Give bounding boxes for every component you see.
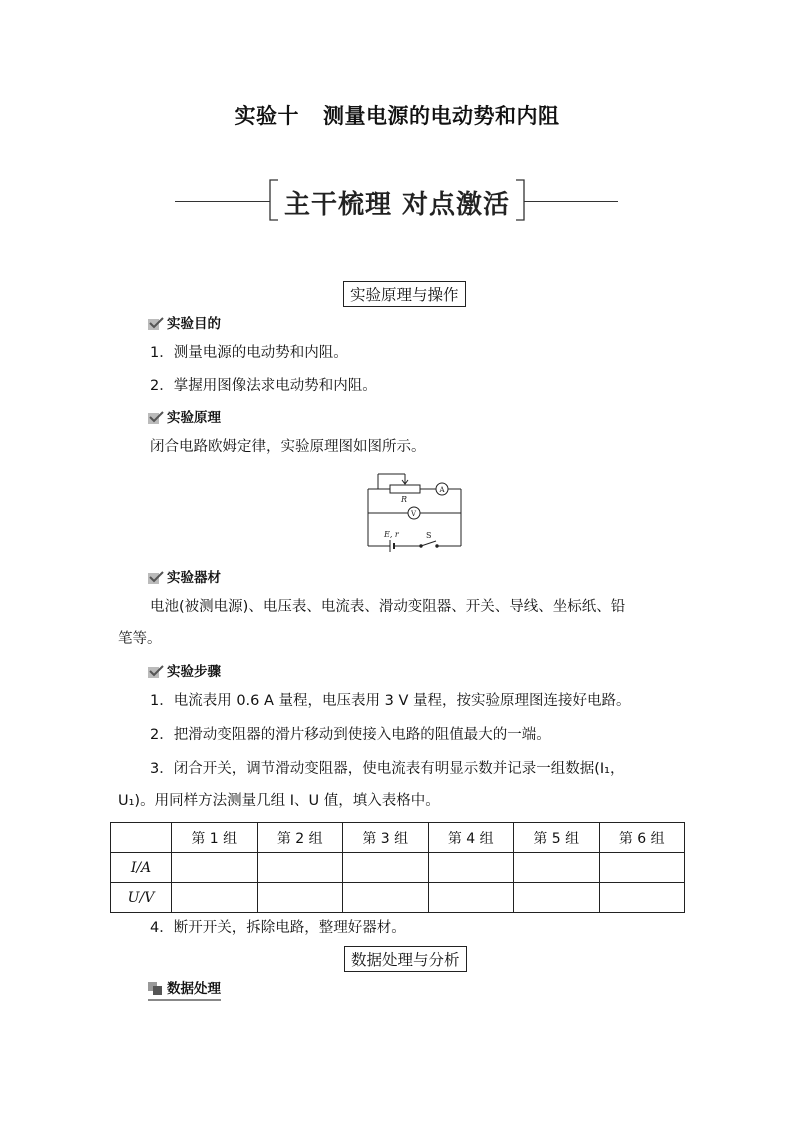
check-icon (148, 571, 164, 584)
circuit-label-v: V (411, 510, 417, 518)
table-row (111, 883, 685, 913)
circuit-label-a: A (439, 486, 445, 494)
check-icon (148, 317, 164, 330)
table-row-label: I/A (111, 853, 172, 883)
table-header-cell: 第 6 组 (599, 823, 685, 853)
circuit-label-s: S (426, 531, 432, 540)
purpose-item-1: 1．测量电源的电动势和内阻。 (150, 345, 348, 361)
subheading-equipment-label: 实验器材 (167, 570, 221, 586)
section-header-analysis: 数据处理与分析 (344, 946, 467, 972)
title-part2: 测量电源的电动势和内阻 (323, 104, 560, 128)
table-header-cell: 第 2 组 (257, 823, 343, 853)
table-row (111, 853, 685, 883)
circuit-diagram (360, 467, 470, 552)
purpose-item-2: 2．掌握用图像法求电动势和内阻。 (150, 378, 377, 394)
page-title (0, 100, 794, 130)
circuit-label-er: E, r (384, 530, 399, 539)
step-1: 1．电流表用 0.6 A 量程，电压表用 3 V 量程，按实验原理图连接好电路。 (150, 693, 631, 709)
circuit-label-r: R (401, 495, 408, 504)
subheading-purpose-label: 实验目的 (167, 316, 221, 332)
table-header-row (111, 823, 685, 853)
banner-left-line (175, 201, 270, 202)
table-header-cell: 第 3 组 (343, 823, 429, 853)
equipment-line-1: 电池(被测电源)、电压表、电流表、滑动变阻器、开关、导线、坐标纸、铅 (150, 599, 626, 615)
step-3-line-2: U₁)。用同样方法测量几组 I、U 值，填入表格中。 (118, 793, 440, 809)
subheading-data-processing (148, 977, 221, 1001)
table-header-cell: 第 4 组 (428, 823, 514, 853)
subheading-purpose (148, 312, 221, 332)
table-header-cell (111, 823, 172, 853)
principle-text: 闭合电路欧姆定律，实验原理图如图所示。 (150, 439, 426, 455)
squares-icon (148, 982, 164, 995)
subheading-equipment (148, 566, 221, 586)
subheading-steps (148, 660, 221, 680)
step-4: 4．断开开关，拆除电路，整理好器材。 (150, 920, 406, 936)
banner-text: 主干梳理 对点激活 (283, 190, 511, 220)
table-header-cell: 第 1 组 (172, 823, 258, 853)
subheading-principle-label: 实验原理 (167, 410, 221, 426)
subheading-data-processing-label: 数据处理 (167, 981, 221, 997)
table-header-cell: 第 5 组 (514, 823, 600, 853)
check-icon (148, 665, 164, 678)
banner-right-line (524, 201, 618, 202)
title-part1: 实验十 (234, 104, 299, 128)
subheading-steps-label: 实验步骤 (167, 664, 221, 680)
data-table (110, 822, 685, 913)
table-row-label: U/V (111, 883, 172, 913)
step-2: 2．把滑动变阻器的滑片移动到使接入电路的阻值最大的一端。 (150, 727, 551, 743)
section-header-principle: 实验原理与操作 (343, 281, 466, 307)
check-icon (148, 411, 164, 424)
equipment-line-2: 笔等。 (118, 631, 162, 647)
step-3-line-1: 3．闭合开关，调节滑动变阻器，使电流表有明显示数并记录一组数据(I₁， (150, 761, 625, 777)
subheading-principle (148, 406, 221, 426)
